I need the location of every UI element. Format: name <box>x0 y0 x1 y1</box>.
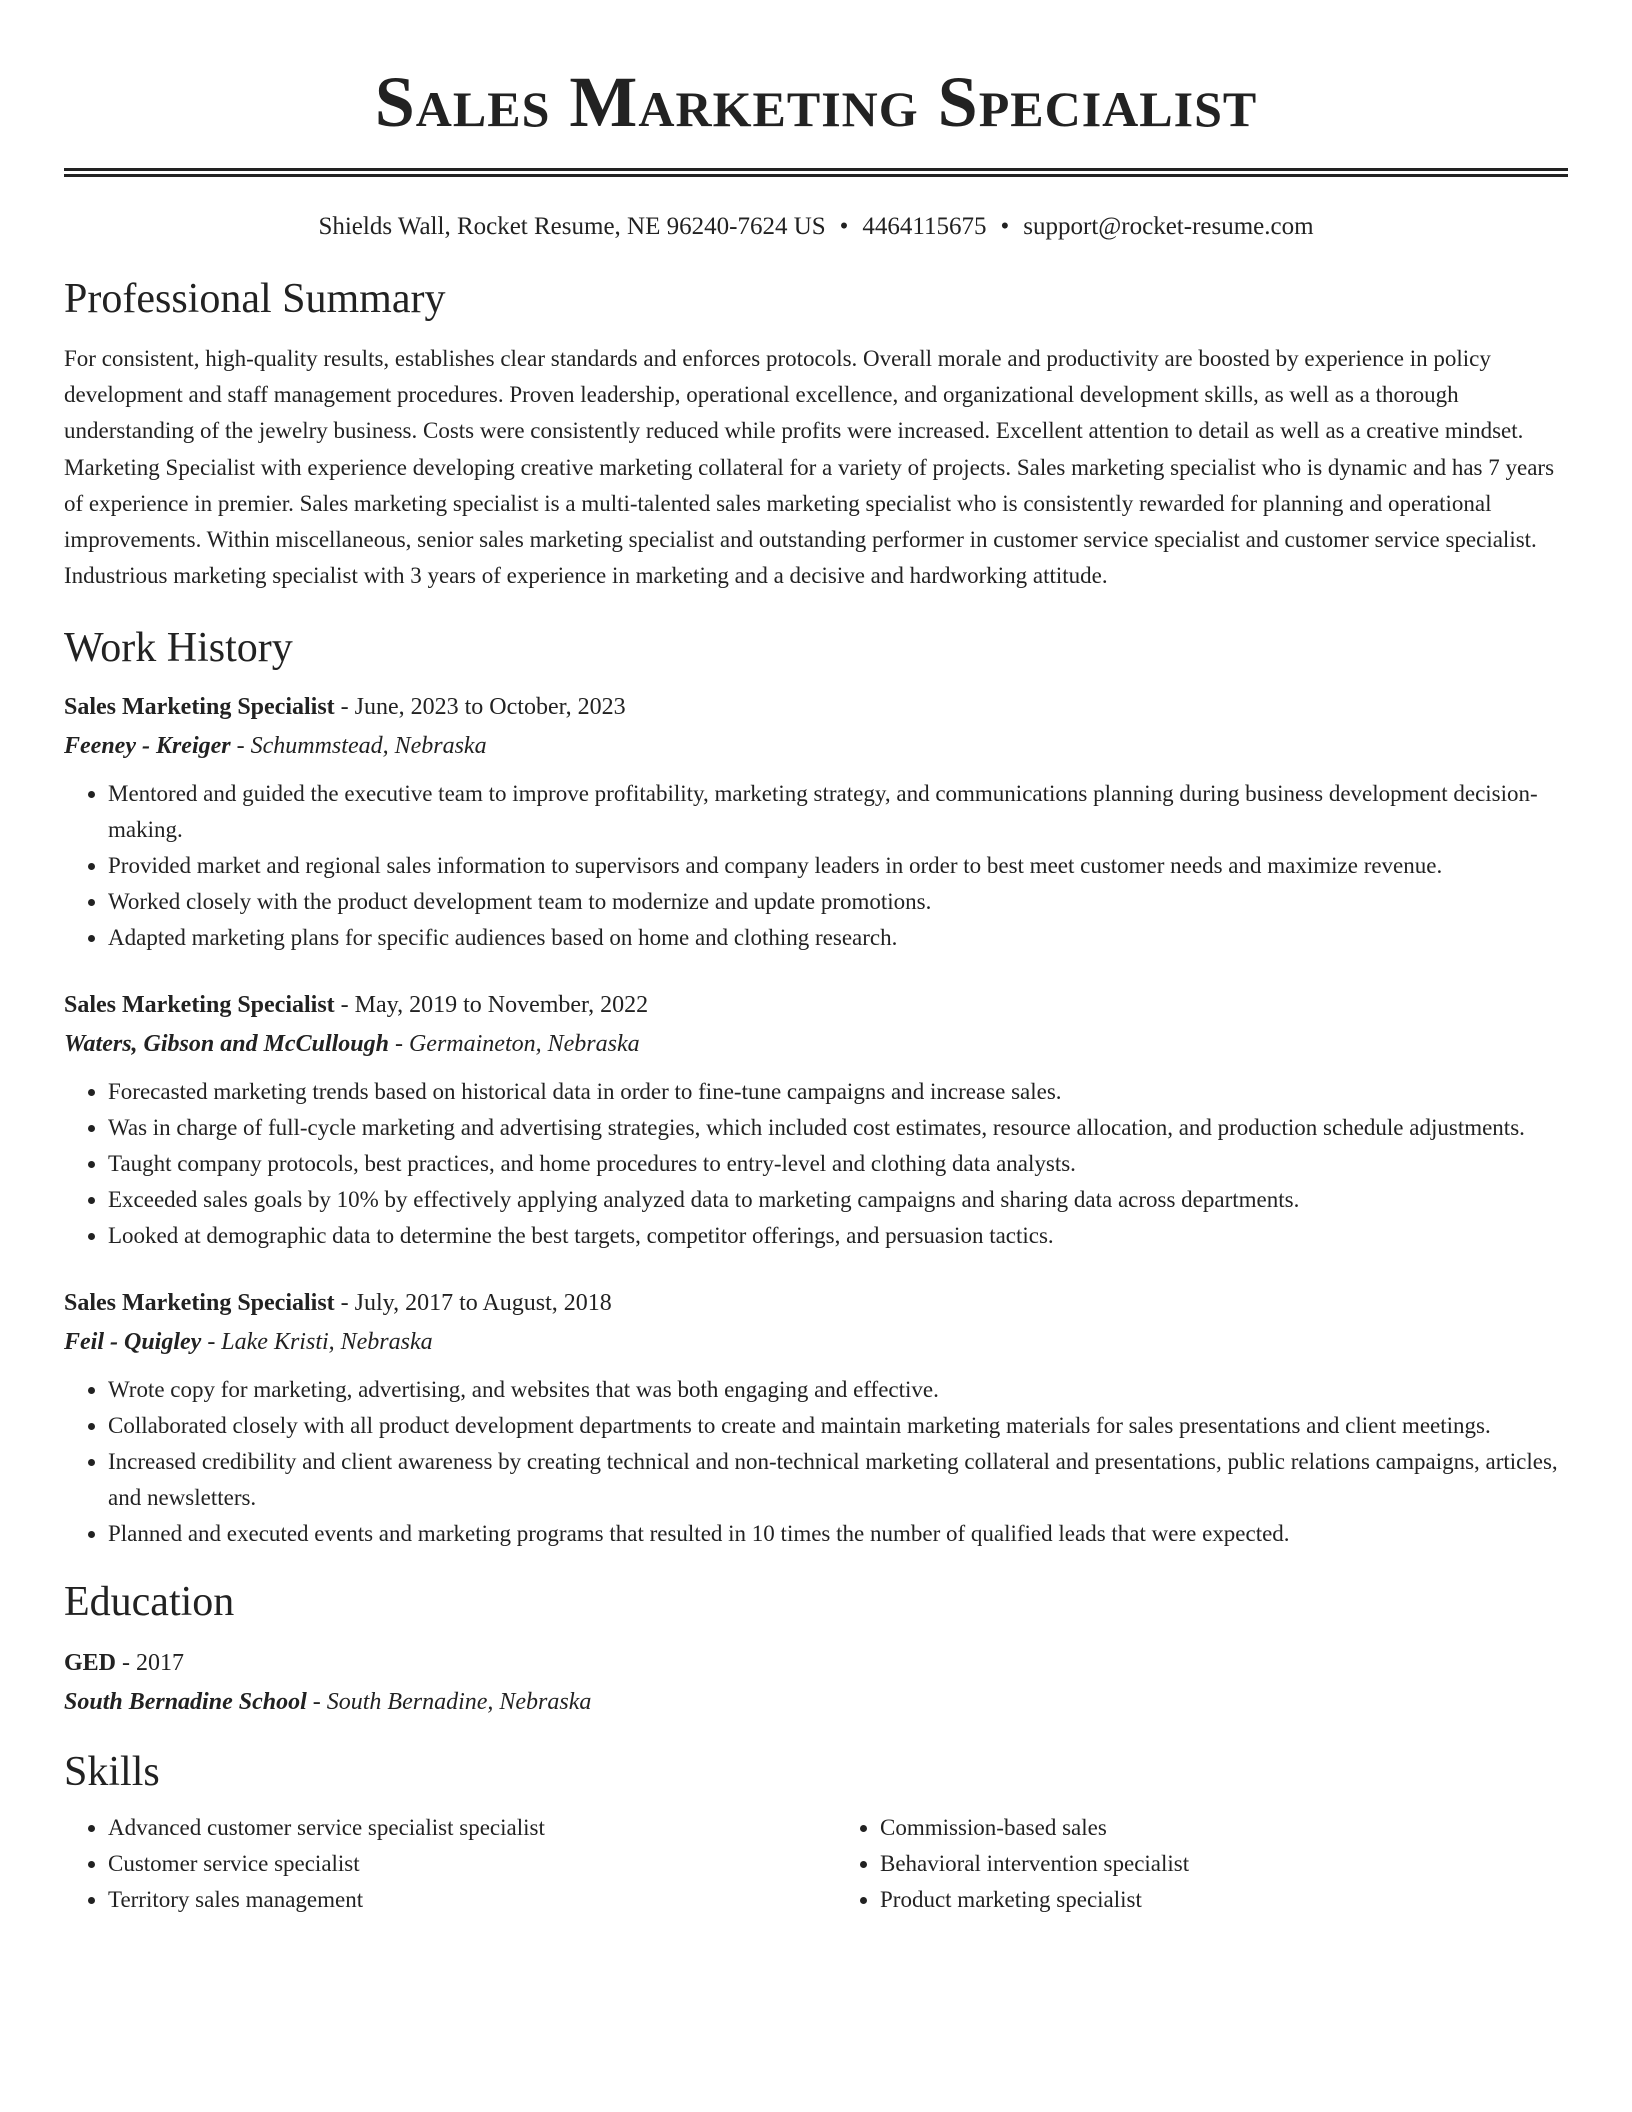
job-title: Sales Marketing Specialist <box>64 992 335 1019</box>
job-location: - Lake Kristi, Nebraska <box>201 1329 433 1356</box>
job-bullet: • Planned and executed events and marketing programs that resulted in 10 times the number of qualified leads that were expected. <box>108 1516 1568 1552</box>
skills-column-left <box>64 1810 796 1918</box>
job-header <box>64 986 1568 1024</box>
job-entry <box>64 986 1568 1254</box>
education-school-line <box>64 1682 1568 1722</box>
header-divider <box>64 168 1568 177</box>
education-location: - South Bernadine, Nebraska <box>306 1689 592 1716</box>
skill-item: • Advanced customer service specialist specialist <box>108 1810 796 1846</box>
contact-email: support@rocket-resume.com <box>1023 213 1314 240</box>
job-entry <box>64 688 1568 956</box>
job-bullet: • Provided market and regional sales information to supervisors and company leaders in order to best meet customer needs and maximize revenue. <box>108 848 1568 884</box>
job-header <box>64 688 1568 726</box>
job-bullet: • Taught company protocols, best practices, and home procedures to entry-level and clothing data analysts. <box>108 1146 1568 1182</box>
summary-text: For consistent, high-quality results, establishes clear standards and enforces protocols. Overall morale and productivity are boosted by experience in policy development and staff management procedures. Proven leadership, operational excellence, and organizational development skills, as well as a thorough understanding of the jewelry business. Costs were consistently reduced while profits were increased. Excellent attention to detail as well as a creative mindset. Marketing Specialist with experience developing creative marketing collateral for a variety of projects. Sales marketing specialist who is dynamic and has 7 years of experience in premier. Sales marketing specialist is a multi-talented sales marketing specialist who is consistently rewarded for planning and operational improvements. Within miscellaneous, senior sales marketing specialist and outstanding performer in customer service specialist and customer service specialist. Industrious marketing specialist with 3 years of experience in marketing and a decisive and hardworking attitude. <box>64 346 1555 589</box>
job-bullet: • Adapted marketing plans for specific audiences based on home and clothing research. <box>108 920 1568 956</box>
skills-column-right <box>836 1810 1568 1918</box>
contact-address: Shields Wall, Rocket Resume, NE 96240-7624 US <box>318 213 826 240</box>
job-bullet: • Mentored and guided the executive team to improve profitability, marketing strategy, and communications planning during business development decision-making. <box>108 776 1568 848</box>
contact-line <box>64 211 1568 243</box>
skill-item: • Territory sales management <box>108 1882 796 1918</box>
education-entry <box>64 1644 1568 1722</box>
job-bullets <box>64 776 1568 956</box>
contact-separator: • <box>1000 213 1010 240</box>
job-employer <box>64 1322 1568 1362</box>
section-heading-work-history: Work History <box>64 625 293 672</box>
job-employer <box>64 1024 1568 1064</box>
job-bullet: • Wrote copy for marketing, advertising, and websites that was both engaging and effective. <box>108 1372 1568 1408</box>
job-dates: - May, 2019 to November, 2022 <box>334 992 649 1019</box>
job-bullet: • Exceeded sales goals by 10% by effectively applying analyzed data to marketing campaigns and sharing data across departments. <box>108 1182 1568 1218</box>
job-bullet: • Collaborated closely with all product development departments to create and maintain marketing materials for sales presentations and client meetings. <box>108 1408 1568 1444</box>
section-heading-education: Education <box>64 1579 235 1626</box>
education-degree-line <box>64 1644 1568 1682</box>
job-dates: - June, 2023 to October, 2023 <box>334 694 626 721</box>
job-bullet: • Was in charge of full-cycle marketing and advertising strategies, which included cost estimates, resource allocation, and production schedule adjustments. <box>108 1110 1568 1146</box>
job-employer <box>64 726 1568 766</box>
job-location: - Schummstead, Nebraska <box>230 733 487 760</box>
education-year: - 2017 <box>116 1650 185 1677</box>
job-bullets <box>64 1372 1568 1552</box>
job-dates: - July, 2017 to August, 2018 <box>334 1290 612 1317</box>
education-degree: GED <box>64 1650 117 1677</box>
job-header <box>64 1284 1568 1322</box>
candidate-name: Sales Marketing Specialist <box>374 62 1258 142</box>
contact-phone: 4464115675 <box>862 213 987 240</box>
education-school: South Bernadine School <box>64 1689 307 1716</box>
job-title: Sales Marketing Specialist <box>64 694 335 721</box>
job-location: - Germaineton, Nebraska <box>388 1031 640 1058</box>
job-bullets <box>64 1074 1568 1254</box>
skill-item: • Behavioral intervention specialist <box>880 1846 1568 1882</box>
company-name: Feil - Quigley <box>64 1329 202 1356</box>
job-bullet: • Looked at demographic data to determine the best targets, competitor offerings, and persuasion tactics. <box>108 1218 1568 1254</box>
job-bullet: • Worked closely with the product development team to modernize and update promotions. <box>108 884 1568 920</box>
skills-list <box>64 1810 1568 1918</box>
contact-separator: • <box>839 213 849 240</box>
skill-item: • Commission-based sales <box>880 1810 1568 1846</box>
job-title: Sales Marketing Specialist <box>64 1290 335 1317</box>
job-bullet: • Increased credibility and client awareness by creating technical and non-technical marketing collateral and presentations, public relations campaigns, articles, and newsletters. <box>108 1444 1568 1516</box>
company-name: Feeney - Kreiger <box>64 733 231 760</box>
skill-item: • Product marketing specialist <box>880 1882 1568 1918</box>
section-heading-skills: Skills <box>64 1749 160 1796</box>
section-heading-summary: Professional Summary <box>64 276 446 322</box>
skill-item: • Customer service specialist <box>108 1846 796 1882</box>
job-bullet: • Forecasted marketing trends based on historical data in order to fine-tune campaigns and increase sales. <box>108 1074 1568 1110</box>
company-name: Waters, Gibson and McCullough <box>64 1031 389 1058</box>
job-entry <box>64 1284 1568 1552</box>
